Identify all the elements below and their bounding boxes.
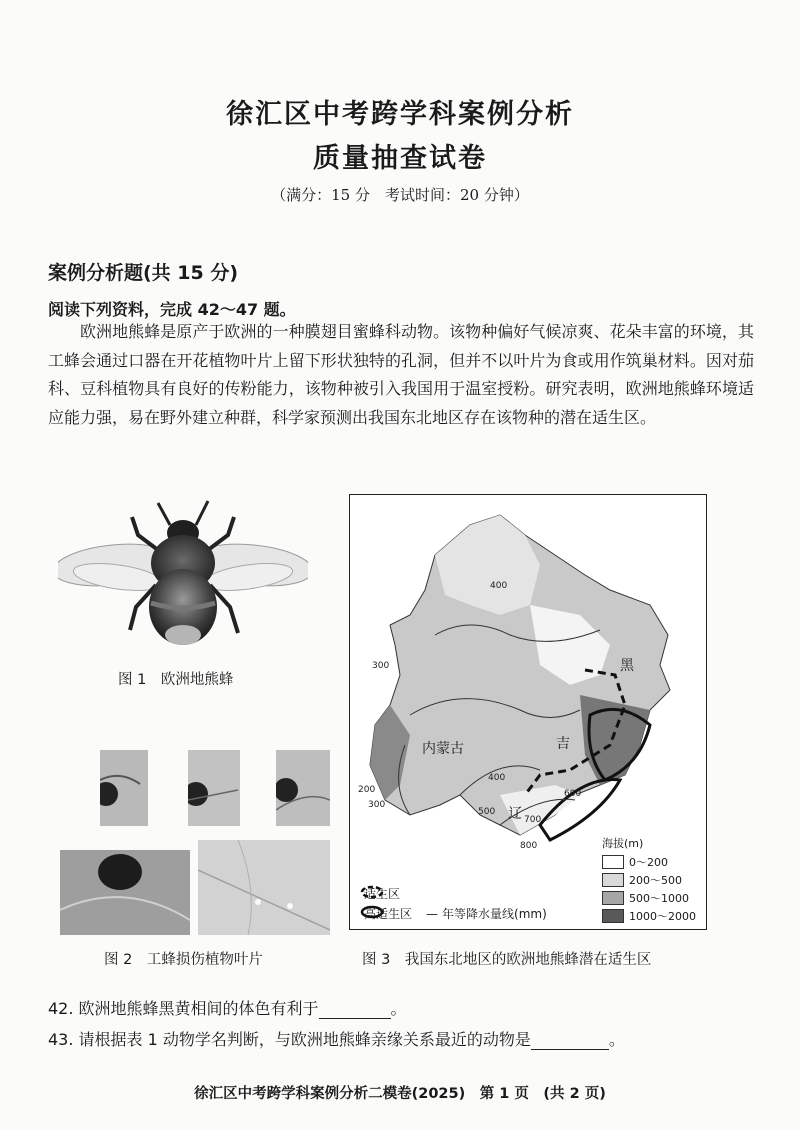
legend-item: 1000～2000 — [602, 907, 696, 925]
legend-suitable: 适生区 — [360, 885, 400, 902]
contour-label: 300 — [368, 800, 386, 810]
answer-blank-43[interactable] — [531, 1033, 609, 1050]
dashed-outline-icon — [360, 885, 384, 899]
question-42: 42. 欧洲地熊蜂黑黄相间的体色有利于 。 — [48, 999, 407, 1018]
leaf-damage-photos — [60, 750, 330, 935]
exam-title-line2: 质量抽查试卷 — [313, 143, 487, 174]
contour-label: 400 — [490, 581, 508, 591]
contour-label: 200 — [358, 785, 376, 795]
leaf-photo-4 — [60, 850, 190, 935]
elevation-legend — [602, 835, 696, 925]
leaf-photo-3 — [276, 750, 330, 826]
legend-item: 500～1000 — [602, 889, 696, 907]
page-footer: 徐汇区中考跨学科案例分析二模卷(2025) 第 1 页 (共 2 页) — [194, 1086, 606, 1102]
figure2-caption: 图 2 工蜂损伤植物叶片 — [104, 952, 263, 968]
score-info: （满分：15 分 考试时间：20 分钟） — [271, 186, 529, 204]
legend-item: 0～200 — [602, 853, 696, 871]
exam-title-line1: 徐汇区中考跨学科案例分析 — [226, 99, 574, 130]
bold-outline-icon — [360, 905, 384, 919]
figure3-caption: 图 3 我国东北地区的欧洲地熊蜂潜在适生区 — [362, 952, 652, 968]
map-label-liao: 辽 — [508, 806, 522, 822]
contour-label: 400 — [488, 773, 506, 783]
figure1-caption: 图 1 欧洲地熊蜂 — [118, 672, 234, 688]
northeast-china-map — [349, 494, 707, 930]
bumblebee-image — [58, 495, 308, 655]
contour-label: 300 — [372, 661, 390, 671]
leaf-photo-1 — [100, 750, 148, 826]
contour-label: 500 — [478, 807, 496, 817]
contour-label: 800 — [520, 841, 538, 851]
question-43: 43. 请根据表 1 动物学名判断，与欧洲地熊蜂亲缘关系最近的动物是 。 — [48, 1030, 625, 1049]
material-paragraph: 欧洲地熊蜂是原产于欧洲的一种膜翅目蜜蜂科动物。该物种偏好气候凉爽、花朵丰富的环境，其工蜂会通过口器在开花植物叶片上留下形状独特的孔洞，但并不以叶片为食或用作筑巢材料。因对茄科、豆科植物具有良好的传粉能力，该物种被引入我国用于温室授粉。研究表明，欧洲地熊蜂环境适应能力强，易在野外建立种群，科学家预测出我国东北地区存在该物种的潜在适生区。 — [48, 322, 754, 427]
answer-blank-42[interactable] — [319, 1002, 391, 1019]
leaf-photo-5 — [198, 840, 330, 935]
reading-instruction: 阅读下列资料，完成 42～47 题。 — [48, 300, 296, 319]
map-label-neimenggu: 内蒙古 — [422, 741, 464, 757]
leaf-photo-2 — [188, 750, 240, 826]
map-label-hei: 黑 — [620, 658, 634, 674]
legend-high-suitable: 高适生区 — 年等降水量线(mm) — [360, 905, 547, 922]
contour-label: 700 — [524, 815, 542, 825]
map-label-ji: 吉 — [556, 736, 570, 752]
section-heading: 案例分析题(共 15 分) — [48, 262, 239, 284]
contour-label: 600 — [564, 789, 582, 799]
legend-title: 海拔(m) — [602, 837, 644, 850]
legend-item: 200～500 — [602, 871, 696, 889]
